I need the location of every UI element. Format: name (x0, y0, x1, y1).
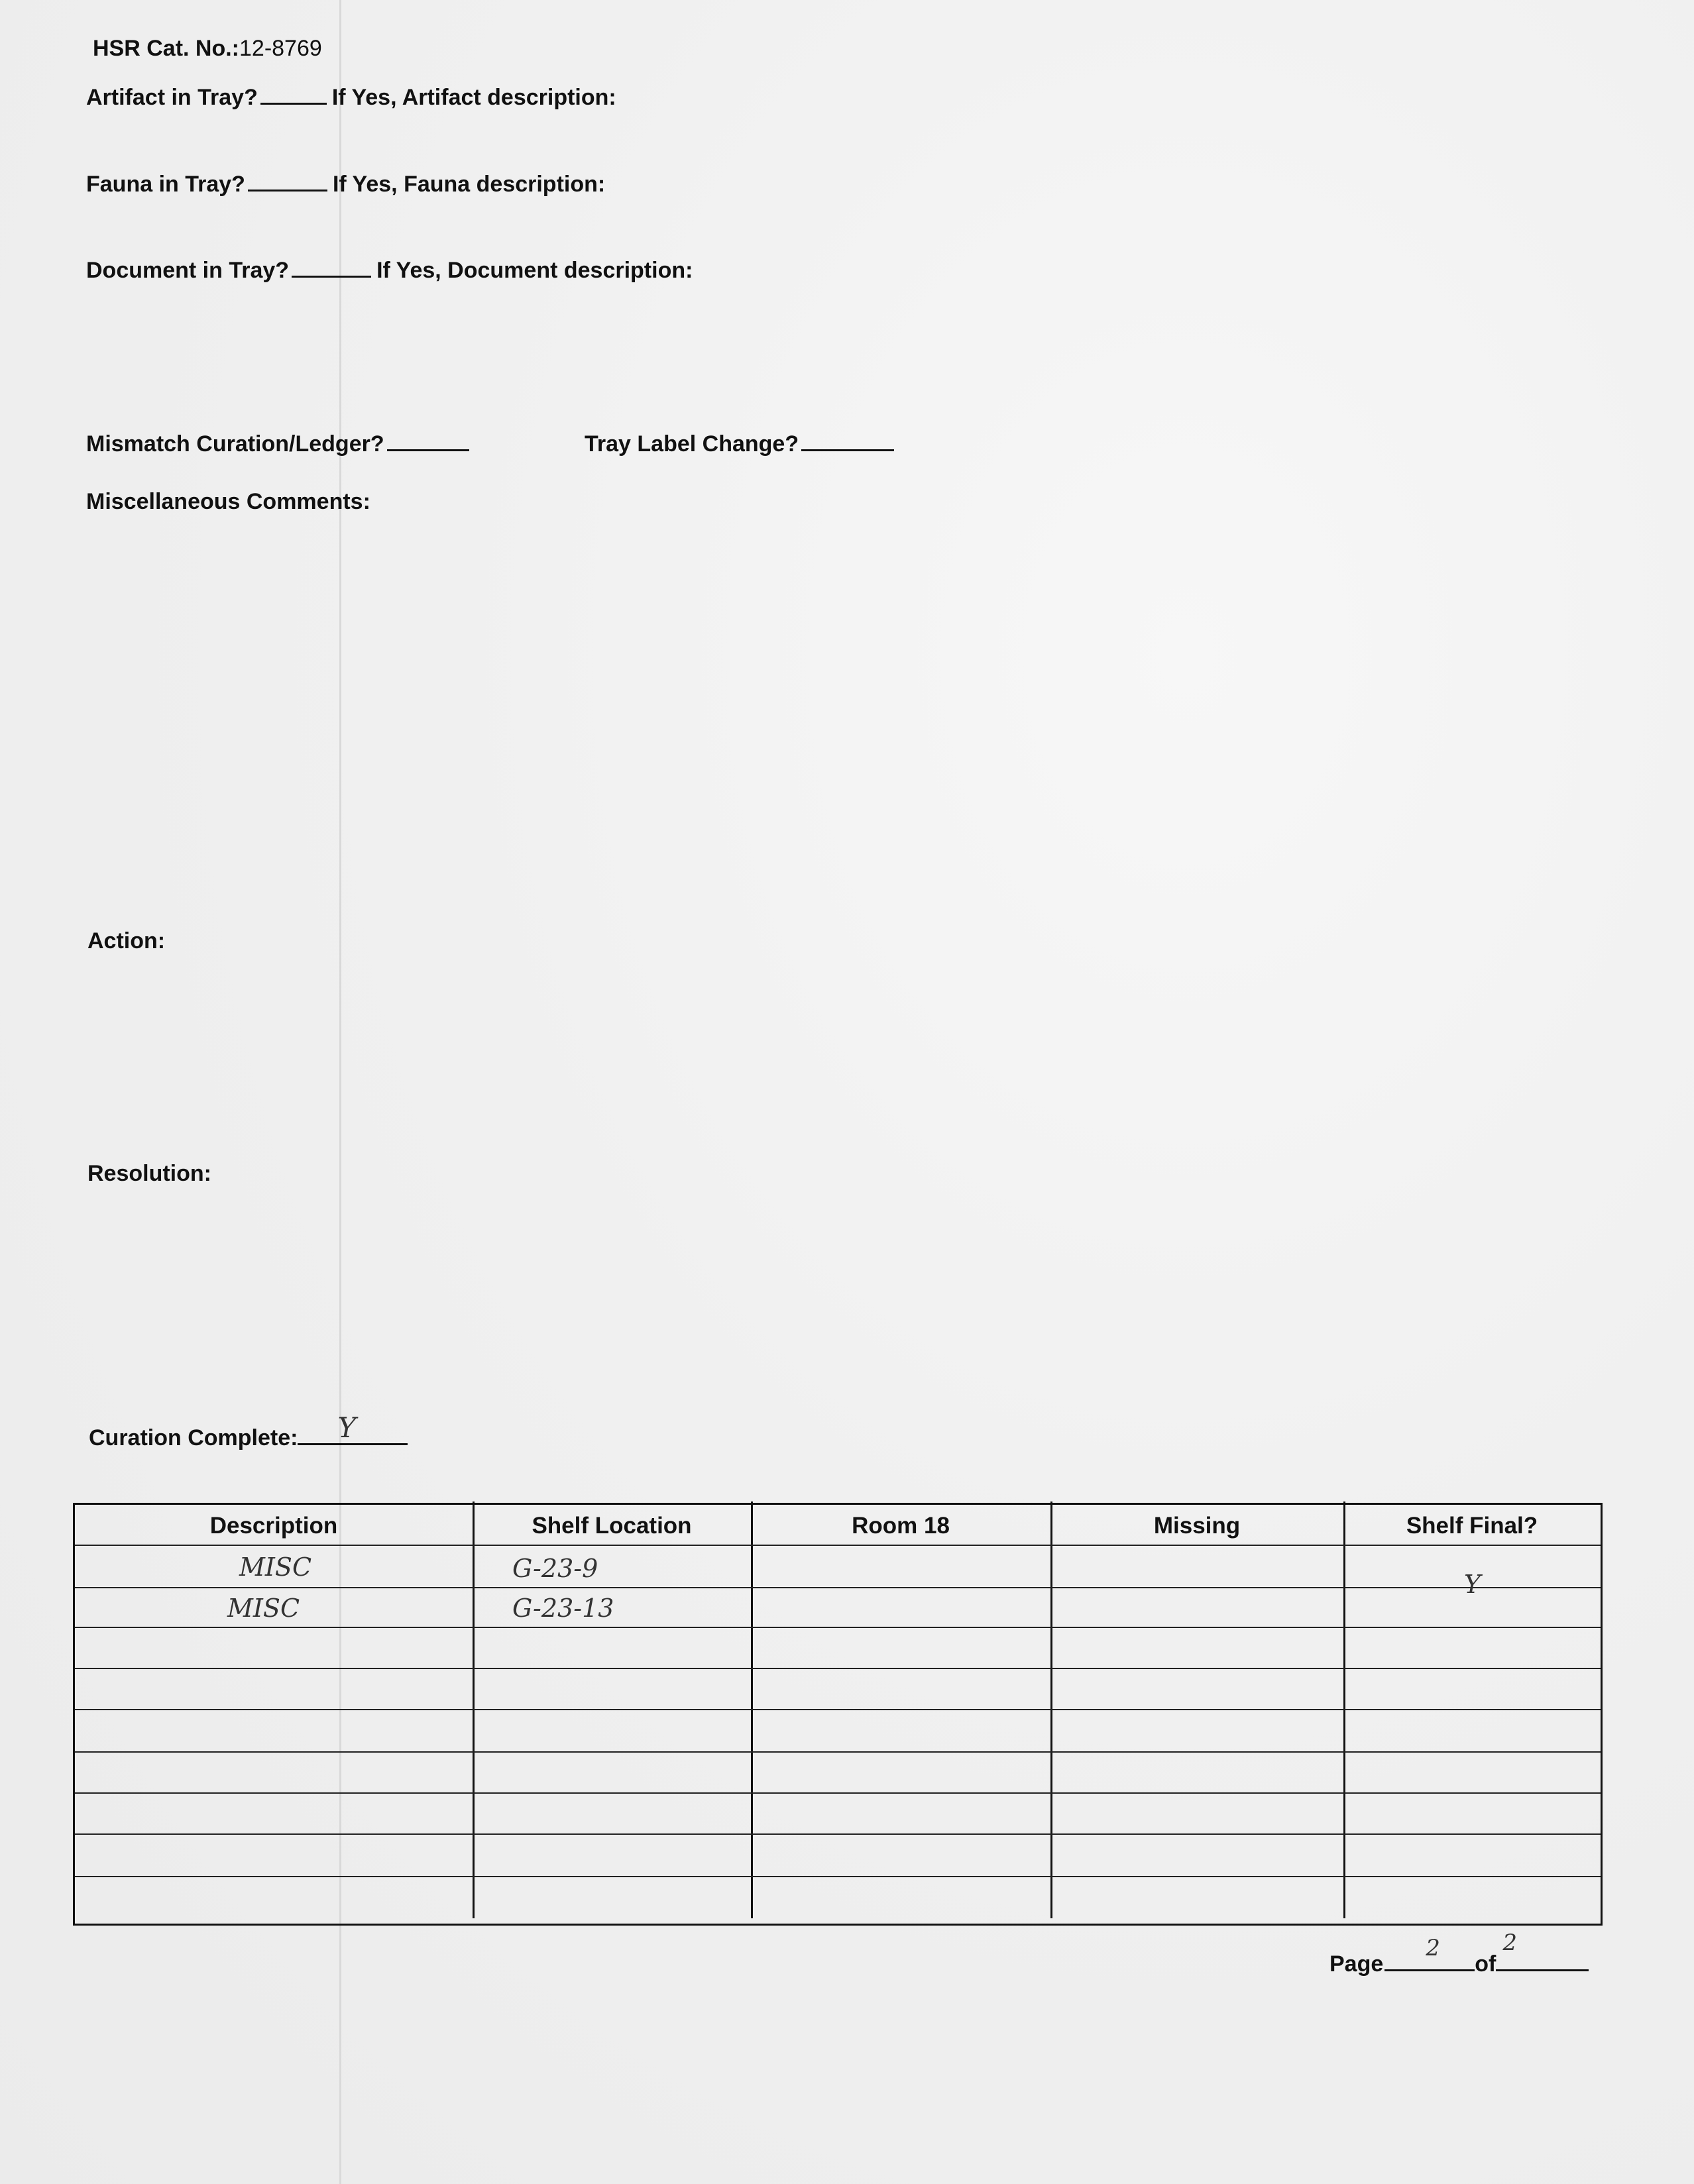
resolution-label: Resolution: (87, 1161, 211, 1186)
header-shelf-final: Shelf Final? (1406, 1513, 1538, 1539)
fauna-answer-field[interactable] (248, 170, 327, 191)
row1-description: MISC (239, 1553, 312, 1582)
document-answer-field[interactable] (292, 256, 371, 278)
document-description-label: If Yes, Document description: (376, 258, 693, 283)
tray-label-change-field[interactable] (801, 429, 894, 451)
artifact-row (86, 83, 616, 111)
page-total-field[interactable] (1496, 1930, 1589, 1971)
mismatch-label: Mismatch Curation/Ledger? (86, 431, 384, 457)
artifact-answer-field[interactable] (260, 83, 327, 105)
page-counter (1329, 1930, 1589, 1977)
row-divider (75, 1545, 1601, 1546)
document-question: Document in Tray? (86, 258, 290, 283)
catalog-number-label: HSR Cat. No.: (93, 36, 239, 61)
fauna-description-label: If Yes, Fauna description: (332, 172, 606, 197)
page-label: Page (1329, 1951, 1384, 1977)
curation-complete-row (89, 1411, 413, 1451)
fauna-row (86, 170, 605, 197)
curation-complete-handwritten: Y (337, 1411, 357, 1444)
row1-shelf-final: Y (1464, 1570, 1481, 1599)
row-divider (75, 1627, 1601, 1628)
row-divider (75, 1709, 1601, 1710)
mismatch-row (86, 429, 475, 457)
curation-complete-field[interactable] (298, 1411, 408, 1445)
row-divider (75, 1833, 1601, 1835)
fauna-question: Fauna in Tray? (86, 172, 245, 197)
tray-label-row (585, 429, 899, 457)
page-number-field[interactable] (1384, 1935, 1475, 1971)
row-divider (75, 1668, 1601, 1669)
row-divider (75, 1876, 1601, 1877)
header-room-18: Room 18 (852, 1513, 950, 1539)
catalog-number (93, 36, 322, 62)
page-total-handwritten: 2 (1502, 1930, 1517, 1956)
artifact-question: Artifact in Tray? (86, 85, 258, 110)
catalog-number-value: 12-8769 (239, 36, 322, 61)
artifact-description-label: If Yes, Artifact description: (331, 85, 616, 110)
curation-complete-label: Curation Complete: (89, 1425, 298, 1450)
row2-description: MISC (227, 1594, 300, 1623)
row-divider (75, 1587, 1601, 1588)
row1-shelf-location: G-23-9 (512, 1554, 598, 1583)
row-divider (75, 1792, 1601, 1794)
page-number-handwritten: 2 (1426, 1935, 1440, 1961)
action-label: Action: (87, 928, 166, 954)
document-row (86, 256, 693, 284)
inventory-table (73, 1503, 1603, 1926)
row2-shelf-location: G-23-13 (512, 1594, 614, 1623)
row-divider (75, 1751, 1601, 1753)
misc-comments-label: Miscellaneous Comments: (86, 489, 370, 514)
header-missing: Missing (1153, 1513, 1241, 1539)
header-shelf-location: Shelf Location (532, 1513, 692, 1539)
header-description: Description (209, 1513, 338, 1539)
of-label: of (1475, 1951, 1496, 1977)
mismatch-field[interactable] (387, 429, 469, 451)
tray-label-change-label: Tray Label Change? (585, 431, 799, 457)
